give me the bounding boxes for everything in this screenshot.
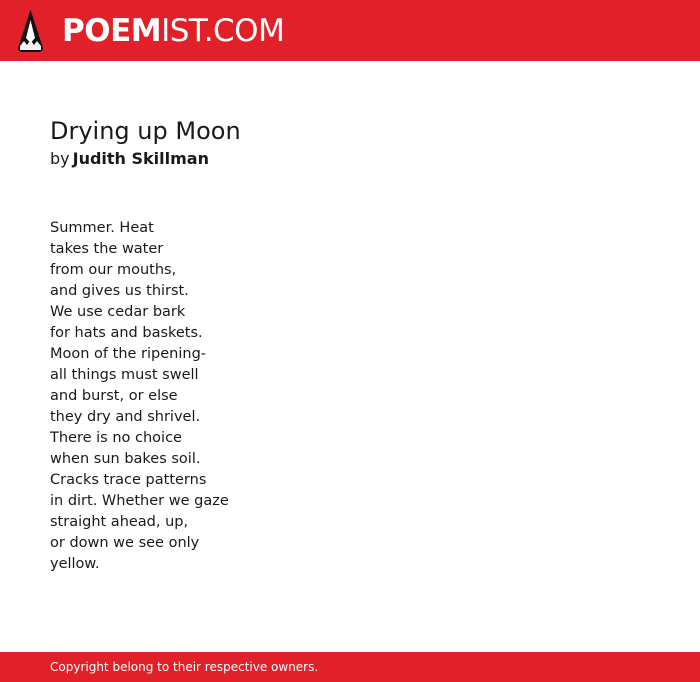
poem-line: all things must swell: [50, 367, 199, 383]
poem-line: and burst, or else: [50, 388, 178, 404]
author-name: Judith Skillman: [72, 149, 209, 168]
copyright-text: Copyright belong to their respective owners.: [50, 660, 319, 674]
poem-line: We use cedar bark: [50, 304, 186, 320]
poem-line: in dirt. Whether we gaze: [50, 493, 229, 509]
logo-light-text: IST.COM: [161, 13, 285, 49]
poem-line: they dry and shrivel.: [50, 409, 201, 425]
pencil-icon[interactable]: [17, 10, 44, 52]
poem-line: for hats and baskets.: [50, 325, 203, 341]
logo-bold-text: POEM: [62, 13, 162, 49]
byline: [50, 149, 209, 169]
poem-body: [50, 218, 350, 575]
poem-line: straight ahead, up,: [50, 514, 189, 530]
poem-title: Drying up Moon: [50, 117, 241, 145]
poem-line: Summer. Heat: [50, 220, 154, 236]
poem-line: yellow.: [50, 556, 100, 572]
poem-line: There is no choice: [50, 430, 182, 446]
site-header: [0, 0, 700, 61]
poem-line: or down we see only: [50, 535, 200, 551]
poem-line: from our mouths,: [50, 262, 177, 278]
site-logo[interactable]: [62, 12, 284, 50]
poem-line: Cracks trace patterns: [50, 472, 207, 488]
poem-line: and gives us thirst.: [50, 283, 189, 299]
poem-line: Moon of the ripening-: [50, 346, 207, 362]
poem-line: when sun bakes soil.: [50, 451, 201, 467]
site-footer: [0, 652, 700, 682]
byline-prefix: by: [50, 149, 70, 168]
poem-line: takes the water: [50, 241, 164, 257]
